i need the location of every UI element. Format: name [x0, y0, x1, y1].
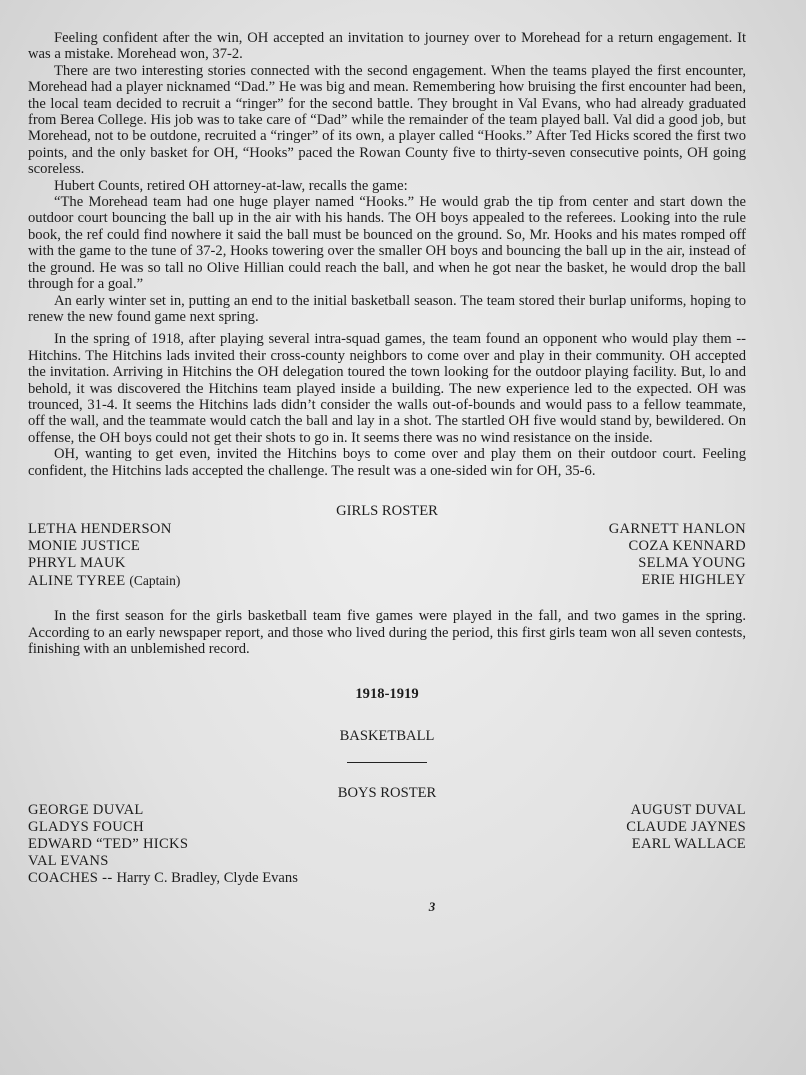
boys-roster-left-column: [28, 802, 298, 887]
paragraph-hubert-counts: Hubert Counts, retired OH attorney-at-law, recalls the game:: [54, 177, 408, 194]
sport-heading: BASKETBALL: [339, 728, 435, 744]
roster-name: EARL WALLACE: [631, 835, 746, 852]
paragraph-second-engagement: There are two interesting stories connected with the second engagement. When the teams played the first encounter, Morehead had a player nicknamed “Dad.” He was big and mean. Remembering how bruising the first encounter had been, the local team decided to recruit a “ringer” for the second battle. They brought in Val Evans, who had already graduated from Berea College. His job was to take care of “Dad” while the remainder of the team played ball. Val did a good job, but Morehead, not to be outdone, recruited a “ringer” of its own, a player called “Hooks.” After Ted Hicks scored the first two points, and the only basket for OH, “Hooks” paced the Rowan County five to thirty-seven consecutive points, OH going scoreless.: [28, 62, 746, 178]
paragraph-girls-season: In the first season for the girls basketball team five games were played in the fall, and two games in the spring. According to an early newspaper report, and those who lived during the period, this first girls team won all seven contests, finishing with an unblemished record.: [28, 608, 746, 658]
roster-name: GLADYS FOUCH: [28, 818, 144, 835]
coaches-line: [28, 870, 298, 887]
girls-roster: [28, 521, 746, 590]
captain-note: (Captain): [129, 573, 181, 589]
roster-name: ERIE HIGHLEY: [641, 572, 746, 589]
season-heading: 1918-1919: [355, 685, 419, 702]
boys-roster-title: BOYS ROSTER: [337, 785, 437, 802]
boys-roster: [28, 802, 746, 887]
roster-name: MONIE JUSTICE: [28, 538, 141, 555]
roster-name: GEORGE DUVAL: [28, 801, 144, 818]
paragraph-quote: “The Morehead team had one huge player named “Hooks.” He would grab the tip from center and start down the outdoor court bouncing the ball up in the air with his hands. The OH boys appealed to the referees. Looking into the rule book, the ref could find nowhere it said the ball must be bounced on the ground. So, Mr. Hooks and his mates romped off with the game to the tune of 37-2, Hooks towering over the smaller OH boys and bouncing the ball up in the air, instead of the ground. He was so tall no Olive Hillian could reach the ball, and when he got near the basket, he would drop the ball through for a goal.”: [28, 194, 746, 293]
roster-name: EDWARD “TED” HICKS: [28, 835, 189, 852]
page-number: 3: [428, 898, 436, 914]
roster-name: CLAUDE JAYNES: [626, 818, 746, 835]
girls-roster-title: GIRLS ROSTER: [336, 502, 438, 519]
coaches-names: Harry C. Bradley, Clyde Evans: [116, 869, 298, 886]
roster-name: SELMA YOUNG: [638, 555, 746, 572]
roster-name: PHRYL MAUK: [28, 555, 126, 572]
roster-name: LETHA HENDERSON: [28, 521, 172, 538]
paragraph-get-even: OH, wanting to get even, invited the Hitchins boys to come over and play them on their outdoor court. Feeling confident, the Hitchins lads accepted the challenge. The result was a one-sided win for OH, 35-6.: [28, 446, 746, 479]
roster-name: COZA KENNARD: [628, 538, 746, 555]
body-text: [28, 30, 746, 479]
roster-name: VAL EVANS: [28, 852, 109, 869]
paragraph-early-winter: An early winter set in, putting an end to the initial basketball season. The team stored their burlap uniforms, hoping to renew the new found game next spring.: [28, 292, 746, 325]
roster-name: ALINE TYREE: [28, 573, 126, 590]
divider-rule: [347, 762, 427, 763]
paragraph-spring-1918: In the spring of 1918, after playing several intra-squad games, the team found an opponent who would play them -- Hitchins. The Hitchins lads invited their cross-county neighbors to come over and play in their community. OH accepted the invitation. Arriving in Hitchins the OH delegation toured the town looking for the outdoor playing facility. But, lo and behold, it was discovered the Hitchins team played inside a building. The new experience led to the expected. OH was trounced, 31-4. It seems the Hitchins lads didn’t consider the walls out-of-bounds and would pass to a fellow teammate, off the wall, and the teammate would catch the ball and lay in a shot. The startled OH five would stand by, bewildered. On offense, the OH boys could not get their shots to go in. It seems there was no wind resistance on the inside.: [28, 331, 746, 446]
roster-name: AUGUST DUVAL: [630, 801, 746, 818]
girls-roster-left-column: [28, 521, 180, 590]
roster-name: GARNETT HANLON: [608, 521, 746, 538]
girls-roster-right-column: [609, 521, 746, 590]
coaches-label: COACHES --: [28, 869, 113, 886]
roster-name-captain-row: [28, 572, 180, 590]
paragraph-return-engagement: Feeling confident after the win, OH accepted an invitation to journey over to Morehead for a return engagement. It was a mistake. Morehead won, 37-2.: [28, 30, 746, 63]
boys-roster-right-column: [626, 802, 746, 887]
